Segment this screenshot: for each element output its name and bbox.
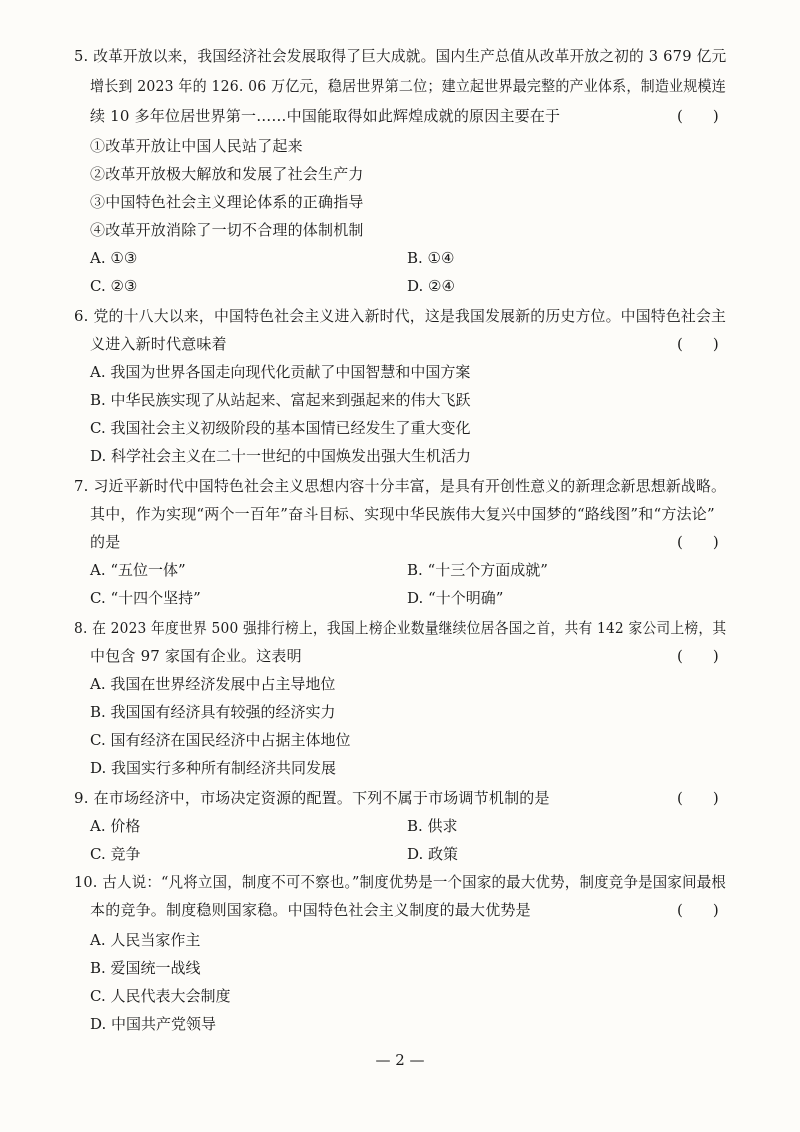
question-8-option-d: D. 我国实行多种所有制经济共同发展 [90, 759, 337, 777]
question-10-option-b: B. 爱国统一战线 [90, 959, 201, 977]
question-7-option-b: B. “十三个方面成就” [407, 561, 548, 579]
question-6-option-d: D. 科学社会主义在二十一世纪的中国焕发出强大生机活力 [90, 447, 472, 465]
question-7-stem-line-2: 其中，作为实现“两个一百年”奋斗目标、实现中华民族伟大复兴中国梦的“路线图”和“方法论” [90, 505, 715, 523]
question-9-option-b: B. 供求 [407, 817, 458, 835]
question-5-option-b: B. ①④ [407, 249, 455, 267]
question-8-stem-line-2: 中包含 97 家国有企业。这表明 [90, 647, 302, 665]
question-7-option-d: D. “十个明确” [407, 589, 504, 607]
question-9-answer-paren: ( ) [677, 789, 719, 807]
question-8-stem-line-1: 8. 在 2023 年度世界 500 强排行榜上，我国上榜企业数量继续位居各国之首，共有 142 家公司上榜，其 [74, 619, 727, 637]
question-8-answer-paren: ( ) [677, 647, 719, 665]
question-9-option-a: A. 价格 [90, 817, 141, 835]
question-6-option-c: C. 我国社会主义初级阶段的基本国情已经发生了重大变化 [90, 419, 471, 437]
question-5-answer-paren: ( ) [677, 107, 719, 125]
question-5-stem-line-2: 增长到 2023 年的 126. 06 万亿元，稳居世界第二位；建立起世界最完整的产业体系，制造业规模连 [90, 77, 726, 95]
question-5-statement-1: ①改革开放让中国人民站了起来 [90, 137, 303, 155]
question-10-option-a: A. 人民当家作主 [90, 931, 201, 949]
question-6-answer-paren: ( ) [677, 335, 719, 353]
question-6-stem-line-2: 义进入新时代意味着 [90, 335, 227, 353]
question-5-option-d: D. ②④ [407, 277, 455, 295]
question-5-stem-line-3: 续 10 多年位居世界第一……中国能取得如此辉煌成就的原因主要在于 [90, 107, 561, 125]
question-5-option-a: A. ①③ [90, 249, 138, 267]
question-6-stem-line-1: 6. 党的十八大以来，中国特色社会主义进入新时代，这是我国发展新的历史方位。中国特色社会主 [74, 307, 727, 325]
question-7-stem-line-3: 的是 [90, 533, 121, 551]
question-10-stem-line-2: 本的竞争。制度稳则国家稳。中国特色社会主义制度的最大优势是 [90, 901, 531, 919]
question-9-option-d: D. 政策 [407, 845, 459, 863]
question-5-statement-4: ④改革开放消除了一切不合理的体制机制 [90, 221, 364, 239]
question-8-option-c: C. 国有经济在国民经济中占据主体地位 [90, 731, 351, 749]
question-5-option-c: C. ②③ [90, 277, 138, 295]
question-8-option-b: B. 我国国有经济具有较强的经济实力 [90, 703, 336, 721]
question-6-option-a: A. 我国为世界各国走向现代化贡献了中国智慧和中国方案 [90, 363, 471, 381]
question-5-statement-3: ③中国特色社会主义理论体系的正确指导 [90, 193, 364, 211]
question-7-stem-line-1: 7. 习近平新时代中国特色社会主义思想内容十分丰富，是具有开创性意义的新理念新思想新战略。 [74, 477, 727, 495]
question-7-option-a: A. “五位一体” [90, 561, 186, 579]
question-10-answer-paren: ( ) [677, 901, 719, 919]
question-5-statement-2: ②改革开放极大解放和发展了社会生产力 [90, 165, 364, 183]
question-10-option-c: C. 人民代表大会制度 [90, 987, 231, 1005]
question-5-stem-line-1: 5. 改革开放以来，我国经济社会发展取得了巨大成就。国内生产总值从改革开放之初的 3 679 亿元 [74, 47, 727, 65]
page-number: — 2 — [375, 1051, 425, 1069]
question-9-option-c: C. 竞争 [90, 845, 141, 863]
question-9-stem-line-1: 9. 在市场经济中，市场决定资源的配置。下列不属于市场调节机制的是 [74, 789, 550, 807]
question-7-option-c: C. “十四个坚持” [90, 589, 201, 607]
question-7-answer-paren: ( ) [677, 533, 719, 551]
question-10-stem-line-1: 10. 古人说：“凡将立国，制度不可不察也。”制度优势是一个国家的最大优势，制度竞争是国家间最根 [74, 873, 727, 891]
question-10-option-d: D. 中国共产党领导 [90, 1015, 217, 1033]
question-8-option-a: A. 我国在世界经济发展中占主导地位 [90, 675, 336, 693]
question-6-option-b: B. 中华民族实现了从站起来、富起来到强起来的伟大飞跃 [90, 391, 471, 409]
